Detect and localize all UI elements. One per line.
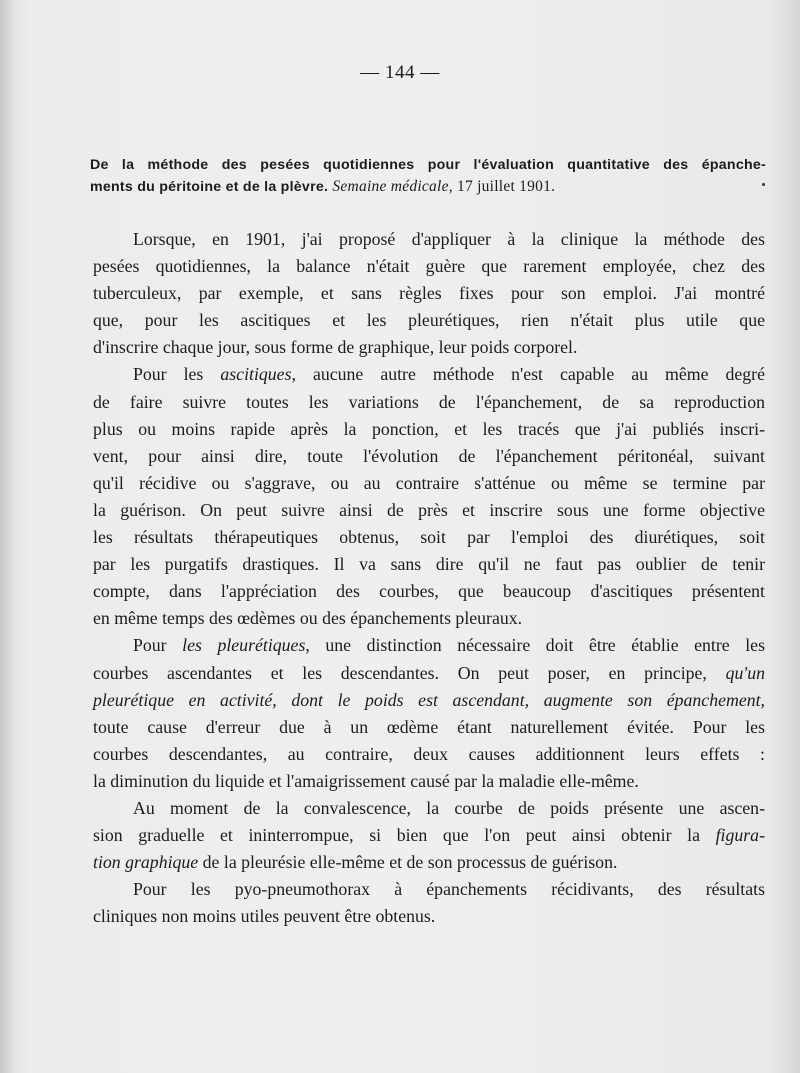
text-line: [93, 660, 765, 687]
entry-title-line-1: De la méthode des pesées quotidiennes pour l'évaluation quantitative des épanche-: [90, 157, 766, 173]
text-run: toute cause d'erreur due à un œdème étant naturellement évitée. Pour les: [93, 716, 765, 737]
entry-title-line-2: [90, 176, 766, 198]
italic-text: tion graphique: [93, 852, 199, 873]
italic-text: qu'un: [725, 662, 765, 683]
text-run: en même temps des œdèmes ou des épanchements pleuraux.: [93, 608, 523, 629]
text-line: [93, 741, 765, 768]
text-run: les résultats thérapeutiques obtenus, soit par l'emploi des diurétiques, soit: [93, 527, 765, 548]
text-run: , aucune autre méthode n'est capable au même degré: [291, 364, 765, 385]
body-text: [93, 226, 765, 930]
text-line: [93, 795, 765, 822]
text-line: [93, 632, 765, 659]
paragraph: [93, 876, 765, 930]
text-run: Pour les pyo-pneumothorax à épanchements récidivants, des résultats: [133, 879, 765, 900]
text-run: pesées quotidiennes, la balance n'était guère que rarement employée, chez des: [93, 256, 765, 277]
text-line: [93, 470, 765, 497]
text-line: [93, 443, 765, 470]
entry-citation: [332, 178, 555, 195]
text-line: [93, 389, 765, 416]
text-line: [93, 578, 765, 605]
text-run: de la pleurésie elle-même et de son processus de guérison.: [198, 852, 618, 873]
text-run: de faire suivre toutes les variations de l'épanchement, de sa reproduction: [93, 391, 765, 412]
text-run: Au moment de la convalescence, la courbe de poids présente une ascen-: [133, 797, 765, 818]
text-run: courbes descendantes, au contraire, deux causes additionnent leurs effets :: [93, 743, 765, 764]
text-run: vent, pour ainsi dire, toute l'évolution de l'épanchement péritonéal, suivant: [93, 445, 765, 466]
text-line: [93, 497, 765, 524]
italic-text: les pleurétiques: [182, 635, 306, 656]
text-run: d'inscrire chaque jour, sous forme de graphique, leur poids corporel.: [93, 337, 578, 358]
text-run: tuberculeux, par exemple, et sans règles fixes pour son emploi. J'ai montré: [93, 283, 765, 304]
text-line: [93, 714, 765, 741]
text-run: la guérison. On peut suivre ainsi de près et inscrire sous une forme objective: [93, 499, 765, 520]
text-line: [93, 822, 765, 849]
text-run: que, pour les ascitiques et les pleurétiques, rien n'était plus utile que: [93, 310, 765, 331]
text-line: [93, 334, 765, 361]
text-run: courbes ascendantes et les descendantes. On peut poser, en principe,: [93, 662, 726, 683]
italic-text: pleurétique en activité, dont le poids est ascendant, augmente son épanchement,: [93, 689, 765, 710]
text-run: la diminution du liquide et l'amaigrissement causé par la maladie elle-même.: [93, 770, 639, 791]
text-line: [93, 876, 765, 903]
text-line: [93, 687, 765, 714]
page-number: — 144 —: [360, 62, 440, 83]
text-line: [93, 307, 765, 334]
text-line: [93, 416, 765, 443]
paragraph: [93, 795, 765, 876]
text-run: Lorsque, en 1901, j'ai proposé d'appliquer à la clinique la méthode des: [133, 229, 765, 249]
text-line: [93, 768, 765, 795]
citation-date: 17 juillet 1901.: [456, 178, 556, 195]
bibliographic-entry: [90, 155, 766, 198]
text-line: [93, 605, 765, 632]
italic-text: figura-: [715, 825, 765, 846]
italic-text: ascitiques: [220, 364, 292, 385]
ink-speck: [762, 183, 765, 186]
text-line: [93, 280, 765, 307]
text-line: [93, 524, 765, 551]
text-run: cliniques non moins utiles peuvent être obtenus.: [93, 906, 436, 927]
citation-journal: Semaine médicale,: [332, 178, 453, 195]
text-run: sion graduelle et ininterrompue, si bien que l'on peut ainsi obtenir la: [93, 825, 716, 846]
text-run: plus ou moins rapide après la ponction, et les tracés que j'ai publiés inscri-: [93, 418, 765, 439]
text-line: [93, 551, 765, 578]
paragraph: [93, 226, 765, 361]
text-line: [93, 253, 765, 280]
text-run: qu'il récidive ou s'aggrave, ou au contraire s'atténue ou même se termine par: [93, 472, 765, 493]
paragraph: [93, 361, 765, 632]
text-run: compte, dans l'appréciation des courbes, que beaucoup d'ascitiques présentent: [93, 581, 765, 602]
entry-title-end: ments du péritoine et de la plèvre.: [90, 179, 329, 195]
text-run: par les purgatifs drastiques. Il va sans dire qu'il ne faut pas oublier de tenir: [93, 554, 765, 575]
text-line: [93, 361, 765, 388]
text-run: Pour les: [133, 364, 221, 385]
text-run: , une distinction nécessaire doit être établie entre les: [305, 635, 765, 656]
text-line: [93, 903, 765, 930]
text-line: [93, 849, 765, 876]
paragraph: [93, 632, 765, 795]
text-run: Pour: [133, 635, 183, 656]
page-gutter-shadow: [0, 0, 14, 1073]
text-line: [93, 226, 765, 253]
